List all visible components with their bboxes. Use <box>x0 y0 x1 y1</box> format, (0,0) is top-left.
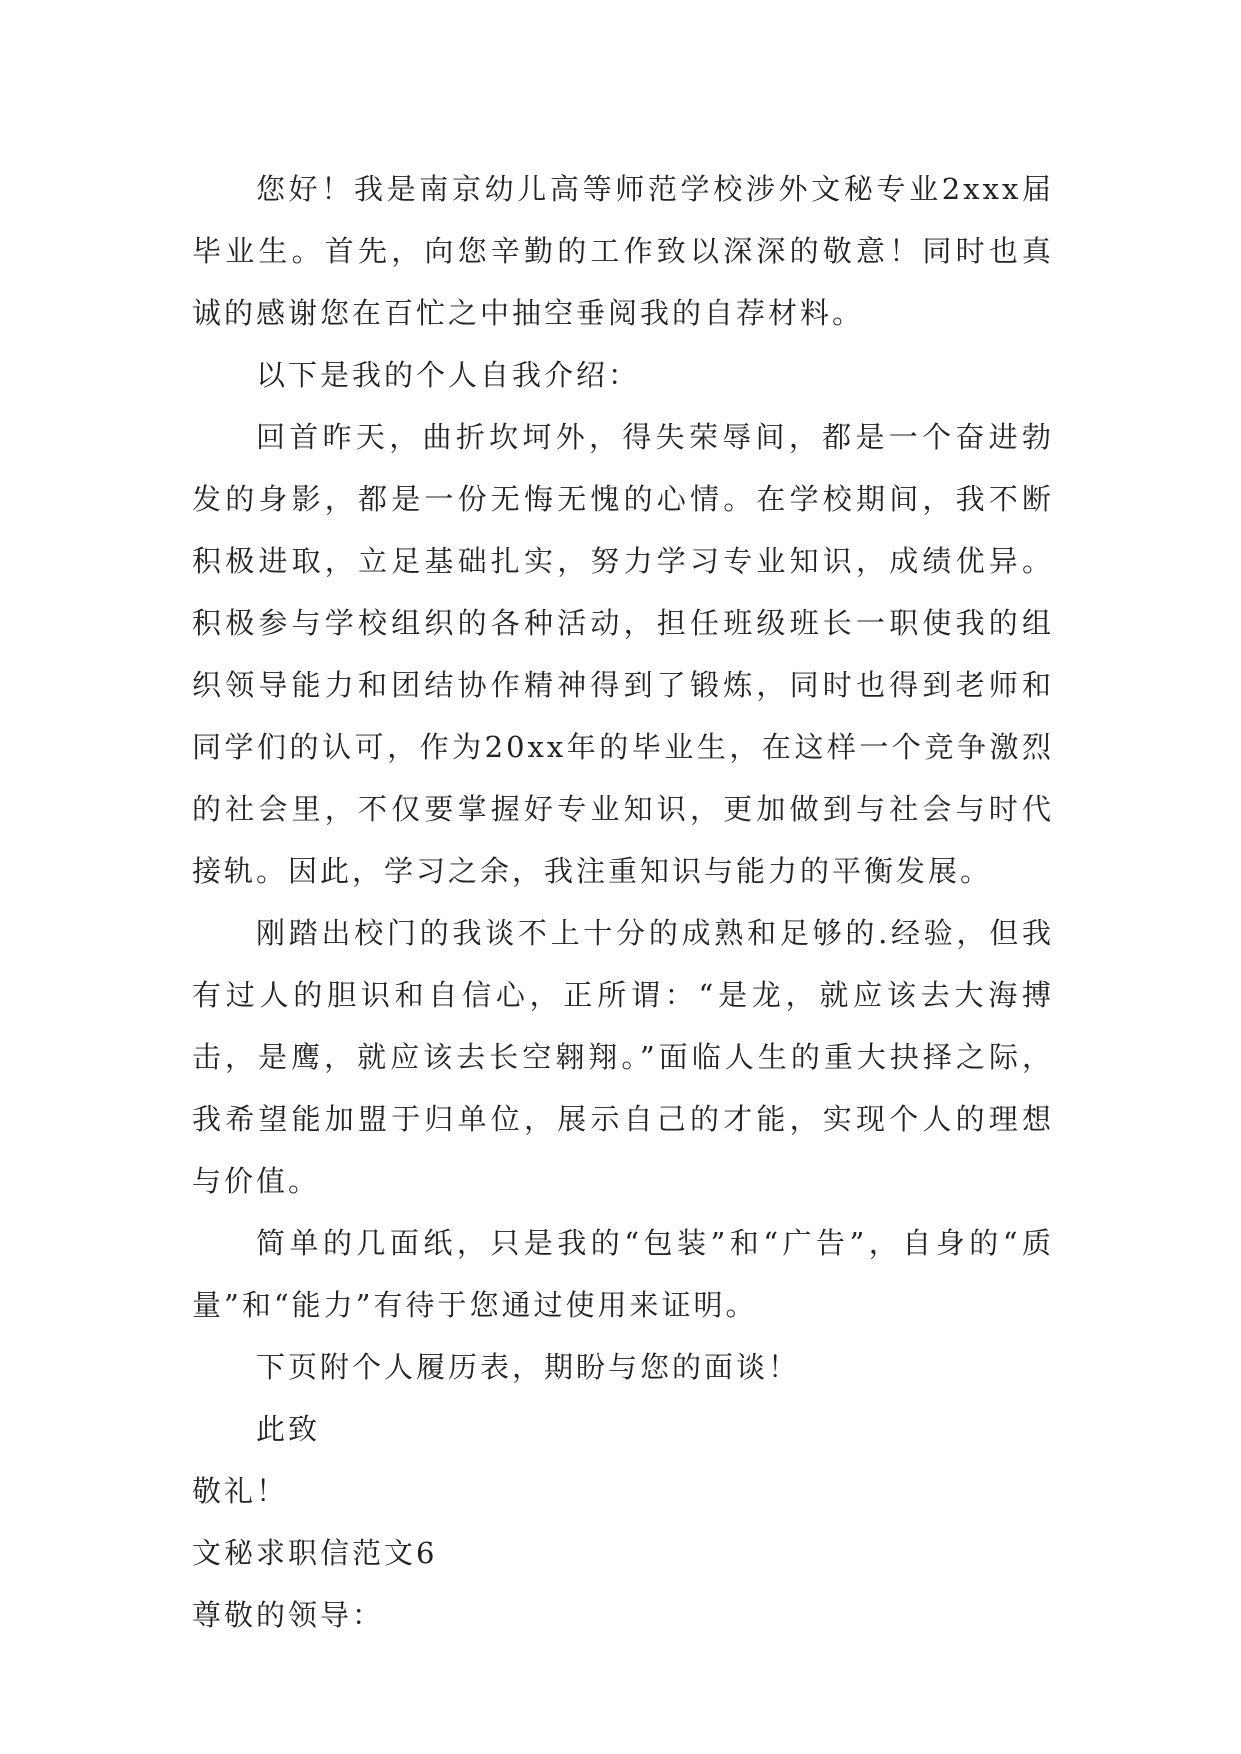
paragraph-packaging: 简单的几面纸，只是我的“包装”和“广告”，自身的“质量”和“能力”有待于您通过使用来证明。 <box>192 1226 1054 1322</box>
paragraph-intro-heading: 以下是我的个人自我介绍： <box>256 358 641 392</box>
paragraph-greeting: 您好！我是南京幼儿高等师范学校涉外文秘专业2xxx届毕业生。首先，向您辛勤的工作致以深深的敬意！同时也真诚的感谢您在百忙之中抽空垂阅我的自荐材料。 <box>192 172 1054 330</box>
paragraph-attachment-note: 下页附个人履历表，期盼与您的面谈！ <box>256 1350 801 1384</box>
closing-jingli: 敬礼！ <box>192 1474 289 1508</box>
closing-cizhi: 此致 <box>256 1412 321 1446</box>
salutation: 尊敬的领导： <box>192 1598 385 1632</box>
paragraph-ambition: 刚踏出校门的我谈不上十分的成熟和足够的.经验，但我有过人的胆识和自信心，正所谓：“是龙，就应该去大海搏击，是鹰，就应该去长空翱翔。”面临人生的重大抉择之际，我希望能加盟于归单位，展示自己的才能，实现个人的理想与价值。 <box>192 916 1054 1198</box>
section-title: 文秘求职信范文6 <box>192 1536 438 1570</box>
paragraph-school-experience: 回首昨天，曲折坎坷外，得失荣辱间，都是一个奋进勃发的身影，都是一份无悔无愧的心情。在学校期间，我不断积极进取，立足基础扎实，努力学习专业知识，成绩优异。积极参与学校组织的各种活动，担任班级班长一职使我的组织领导能力和团结协作精神得到了锻炼，同时也得到老师和同学们的认可，作为20xx年的毕业生，在这样一个竞争激烈的社会里，不仅要掌握好专业知识，更加做到与社会与时代接轨。因此，学习之余，我注重知识与能力的平衡发展。 <box>192 420 1054 888</box>
letter-body <box>192 158 1054 1646</box>
